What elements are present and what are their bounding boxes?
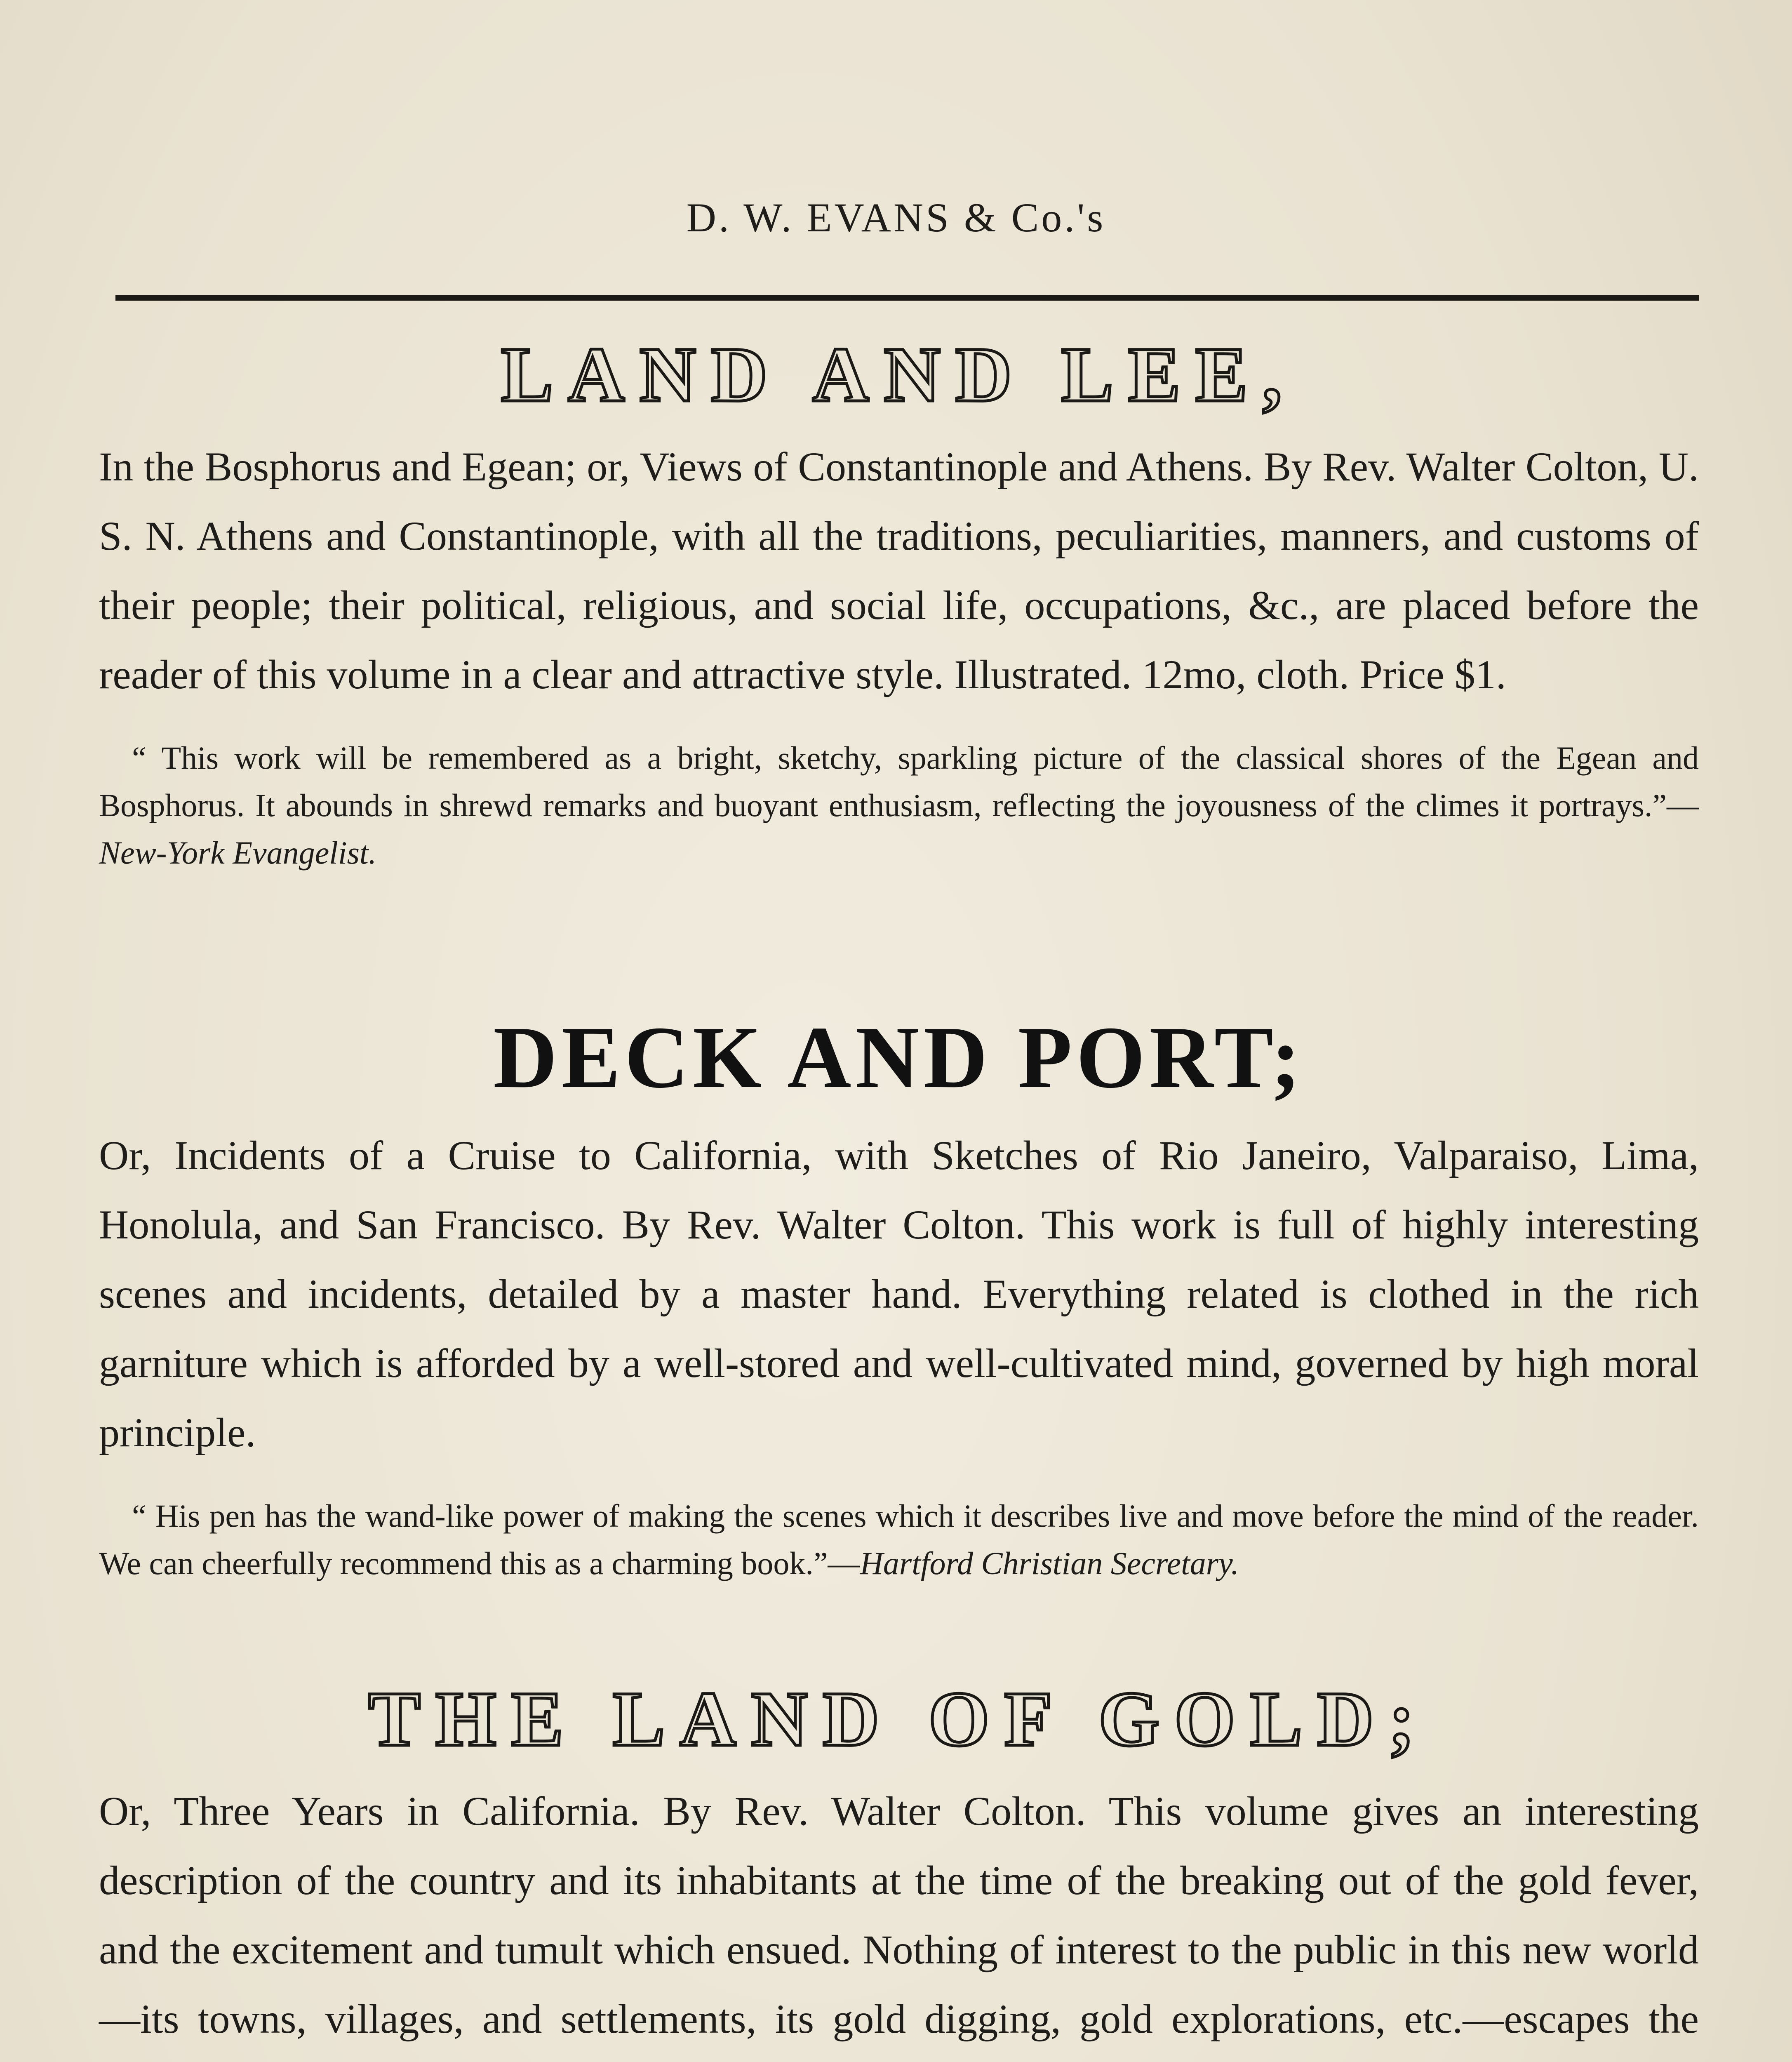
book-review [99, 734, 1699, 876]
book-review [99, 1492, 1699, 1587]
review-source: New-York Evangelist. [99, 835, 377, 871]
book-description: Or, Three Years in California. By Rev. Walter Colton. This volume gives an interesting description of the country and its inhabitants at the time of the breaking out of the gold fever, and the excitement and tumult which ensued. Nothing of interest to the public in this new world—its towns, villages, and settlements, its gold digging, gold explorations, etc.—escapes the [99, 1788, 1699, 2042]
review-quote: “ This work will be remembered as a bright, sketchy, sparkling picture of the classical shores of the Egean and Bosphorus. It abounds in shrewd remarks and buoyant enthusiasm, reflecting the joyousness of the climes it portrays.”— [99, 740, 1699, 823]
book-description: In the Bosphorus and Egean; or, Views of Constantinople and Athens. By Rev. Walter Colton, U. S. N. Athens and Constantinople, with all the traditions, peculiarities, manners, and customs of their people; their political, religious, and social life, occupations, &c., are placed before the reader of this volume in a clear and attractive style. Illustrated. 12mo, cloth. Price $1. [99, 444, 1699, 697]
book-land-and-lee [99, 330, 1699, 876]
header-rule [115, 295, 1699, 301]
book-the-land-of-gold [99, 1674, 1699, 2062]
book-deck-and-port [99, 1006, 1699, 1587]
book-description: Or, Incidents of a Cruise to California, with Sketches of Rio Janeiro, Valparaiso, Lima, Honolula, and San Francisco. By Rev. Walter Colton. This work is full of highly interesting scenes and incidents, detailed by a master hand. Everything related is clothed in the rich garniture which is afforded by a well-stored and well-cultivated mind, governed by high moral principle. [99, 1132, 1699, 1455]
book-title: THE LAND OF GOLD; [368, 1676, 1430, 1763]
publisher-header: D. W. EVANS & Co.'s [686, 195, 1106, 240]
review-quote: “ His pen has the wand-like power of making the scenes which it describes live and move before the mind of the reader. We can cheerfully recommend this as a charming book.”— [99, 1498, 1699, 1581]
book-title: DECK AND PORT; [493, 1008, 1305, 1106]
review-source: Hartford Christian Secretary. [860, 1545, 1239, 1581]
book-title: LAND AND LEE, [501, 332, 1297, 418]
